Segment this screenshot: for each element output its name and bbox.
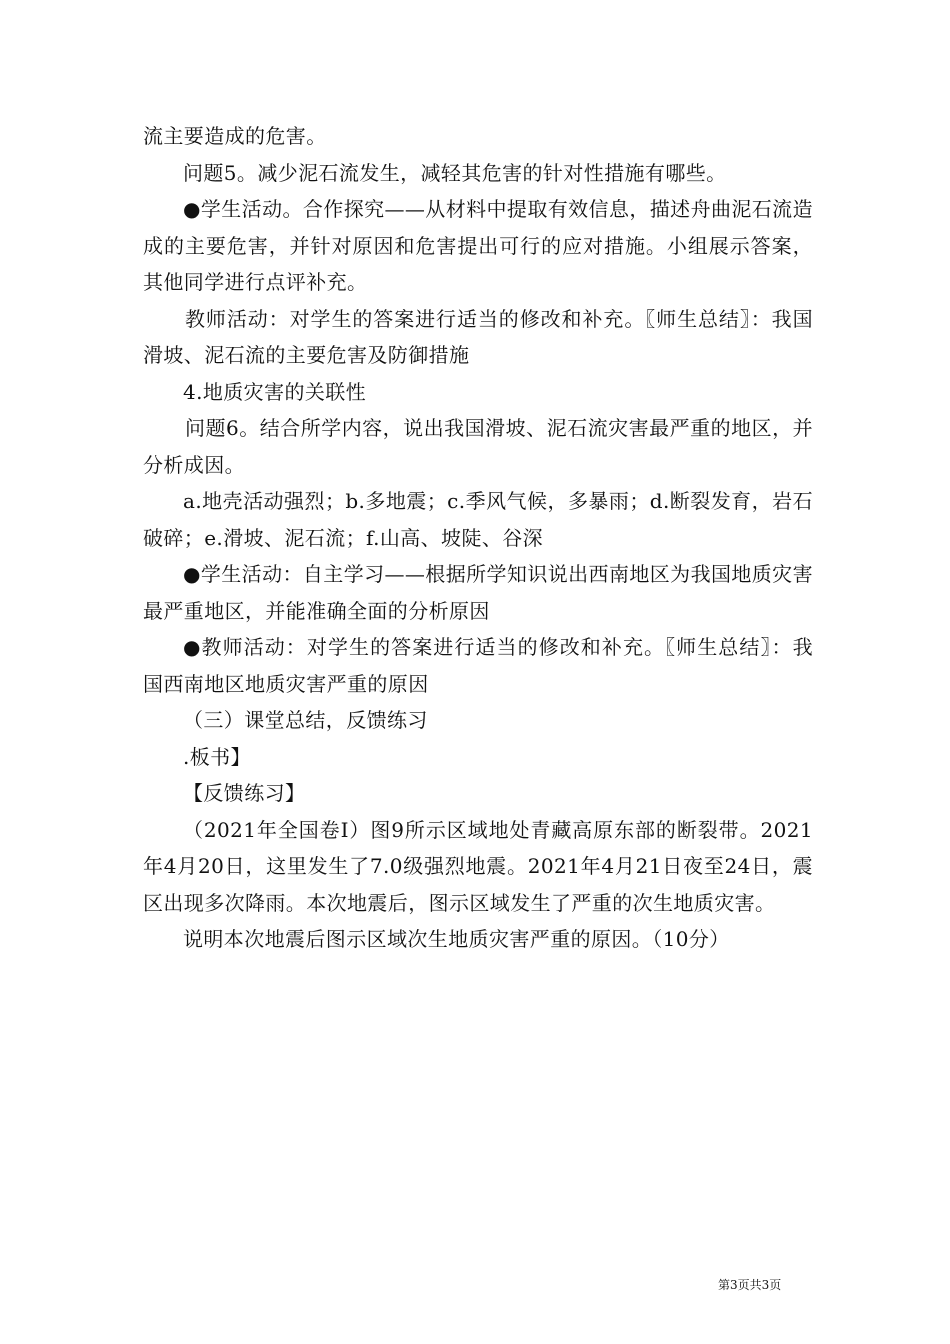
paragraph-student-activity-1: ●学生活动。合作探究——从材料中提取有效信息，描述舟曲泥石流造成的主要危害，并针对原因和危害提出可行的应对措施。小组展示答案，其他同学进行点评补充。 bbox=[143, 197, 813, 294]
paragraph-question-5: 问题5。减少泥石流发生，减轻其危害的针对性措施有哪些。 bbox=[183, 160, 727, 185]
paragraph-exam-question: （2021年全国卷Ⅰ）图9所示区域地处青藏高原东部的断裂带。2021年4月20日，这里发生了7.0级强烈地震。2021年4月21日夜至24日，震区出现多次降雨。本次地震后，图示区域发生了严重的次生地质灾害。 bbox=[143, 817, 813, 915]
document-body bbox=[143, 118, 813, 958]
paragraph-student-activity-2: ●学生活动：自主学习——根据所学知识说出西南地区为我国地质灾害最严重地区，并能准确全面的分析原因 bbox=[143, 562, 813, 623]
paragraph-section-3-heading: （三）课堂总结，反馈练习 bbox=[183, 708, 428, 732]
page-number-footer: 第3页共3页 bbox=[718, 1278, 782, 1292]
paragraph-teacher-activity-2: ●教师活动：对学生的答案进行适当的修改和补充。〖师生总结〗：我国西南地区地质灾害严重的原因 bbox=[143, 635, 813, 696]
paragraph-exam-task: 说明本次地震后图示区域次生地质灾害严重的原因。（10分） bbox=[183, 927, 730, 951]
paragraph-section-4-heading: 4.地质灾害的关联性 bbox=[183, 379, 367, 404]
paragraph-options-list: a.地壳活动强烈；b.多地震；c.季风气候，多暴雨；d.断裂发育，岩石破碎；e.滑坡、泥石流；f.山高、坡陡、谷深 bbox=[143, 489, 813, 550]
paragraph-hazard-continuation: 流主要造成的危害。 bbox=[143, 124, 327, 148]
paragraph-feedback-heading: 【反馈练习】 bbox=[183, 781, 306, 805]
paragraph-teacher-activity-1: 教师活动：对学生的答案进行适当的修改和补充。〖师生总结〗：我国滑坡、泥石流的主要危害及防御措施 bbox=[143, 306, 813, 367]
paragraph-question-6: 问题6。结合所学内容，说出我国滑坡、泥石流灾害最严重的地区，并分析成因。 bbox=[143, 416, 813, 477]
paragraph-blackboard: .板书】 bbox=[183, 744, 251, 769]
